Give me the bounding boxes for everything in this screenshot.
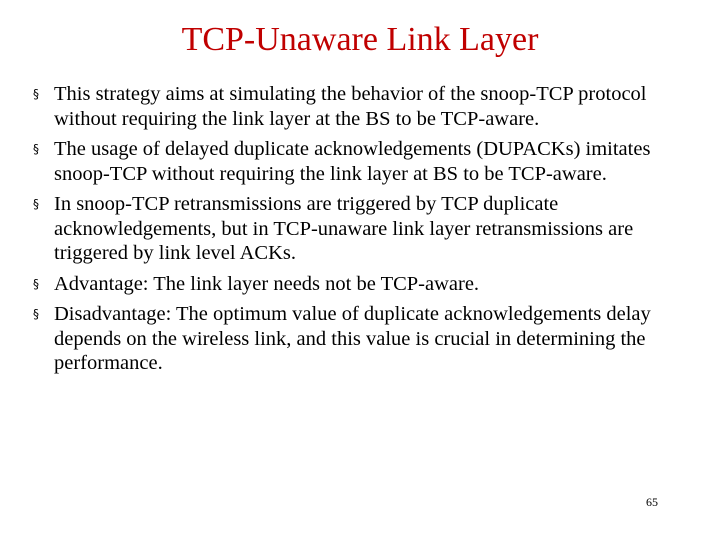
bullet-item [33, 272, 698, 297]
bullet-item [33, 82, 698, 131]
bullet-text: This strategy aims at simulating the behavior of the snoop-TCP protocol without requiring the link layer at the BS to be TCP-aware. [54, 83, 647, 130]
bullet-marker-icon: § [33, 307, 39, 321]
bullet-text: In snoop-TCP retransmissions are triggered by TCP duplicate acknowledgements, but in TCP-unaware link layer retransmissions are triggered by link level ACKs. [54, 193, 634, 264]
bullet-text: Disadvantage: The optimum value of duplicate acknowledgements delay depends on the wireless link, and this value is crucial in determining the performance. [54, 303, 651, 374]
bullet-marker-icon: § [33, 197, 39, 211]
bullet-marker-icon: § [33, 87, 39, 101]
bullet-list [33, 82, 698, 382]
bullet-marker-icon: § [33, 142, 39, 156]
bullet-text: The usage of delayed duplicate acknowledgements (DUPACKs) imitates snoop-TCP without requiring the link layer at BS to be TCP-aware. [54, 138, 651, 185]
bullet-item [33, 137, 698, 186]
bullet-item [33, 192, 698, 266]
page-number: 65 [646, 495, 658, 509]
slide-title: TCP-Unaware Link Layer [181, 21, 539, 58]
bullet-marker-icon: § [33, 276, 39, 291]
bullet-item [33, 302, 698, 376]
bullet-text: Advantage: The link layer needs not be TCP-aware. [54, 272, 480, 295]
